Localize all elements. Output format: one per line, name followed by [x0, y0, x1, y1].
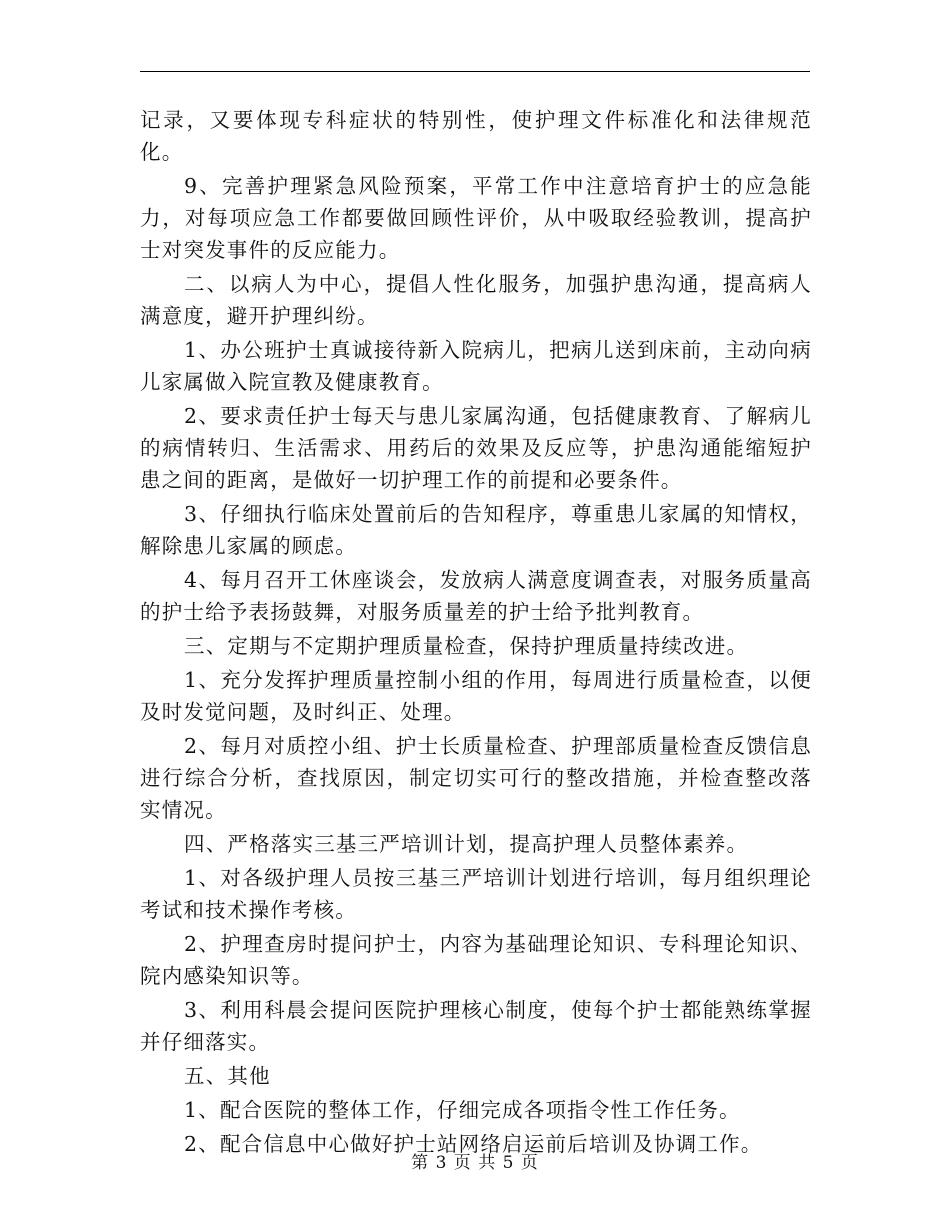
paragraph-1: 记录，又要体现专科症状的特别性，使护理文件标准化和法律规范化。 [140, 108, 812, 164]
page-number-footer: 第 3 页 共 5 页 [411, 1153, 539, 1173]
paragraph-13: 2、护理查房时提问护士，内容为基础理论知识、专科理论知识、院内感染知识等。 [140, 932, 812, 988]
paragraph-12: 1、对各级护理人员按三基三严培训计划进行培训，每月组织理论考试和技术操作考核。 [140, 866, 812, 922]
paragraph-9: 1、充分发挥护理质量控制小组的作用，每周进行质量检查，以便及时发觉问题，及时纠正、处理。 [140, 668, 812, 724]
paragraph-5: 2、要求责任护士每天与患儿家属沟通，包括健康教育、了解病儿的病情转归、生活需求、用药后的效果及反应等，护患沟通能缩短护患之间的距离，是做好一切护理工作的前提和必要条件。 [140, 404, 812, 492]
paragraph-10: 2、每月对质控小组、护士长质量检查、护理部质量检查反馈信息进行综合分析，查找原因，制定切实可行的整改措施，并检查整改落实情况。 [140, 734, 812, 822]
section-heading-3: 三、定期与不定期护理质量检查，保持护理质量持续改进。 [184, 634, 749, 658]
section-heading-4: 四、严格落实三基三严培训计划，提高护理人员整体素养。 [184, 832, 749, 856]
paragraph-4: 1、办公班护士真诚接待新入院病儿，把病儿送到床前，主动向病儿家属做入院宣教及健康教育。 [140, 338, 812, 394]
section-heading-5: 五、其他 [184, 1064, 271, 1088]
paragraph-17: 2、配合信息中心做好护士站网络启运前后培训及协调工作。 [184, 1132, 763, 1156]
paragraph-7: 4、每月召开工休座谈会，发放病人满意度调查表，对服务质量高的护士给予表扬鼓舞，对服务质量差的护士给予批判教育。 [140, 568, 812, 624]
paragraph-2: 9、完善护理紧急风险预案，平常工作中注意培育护士的应急能力，对每项应急工作都要做回顾性评价，从中吸取经验教训，提高护士对突发事件的反应能力。 [140, 174, 812, 262]
document-body [140, 104, 812, 1162]
section-heading-2: 二、以病人为中心，提倡人性化服务，加强护患沟通，提高病人满意度，避开护理纠纷。 [140, 272, 812, 328]
paragraph-6: 3、仔细执行临床处置前后的告知程序，尊重患儿家属的知情权，解除患儿家属的顾虑。 [140, 502, 812, 558]
paragraph-16: 1、配合医院的整体工作，仔细完成各项指令性工作任务。 [184, 1098, 741, 1122]
paragraph-14: 3、利用科晨会提问医院护理核心制度，使每个护士都能熟练掌握并仔细落实。 [140, 998, 812, 1054]
header-rule [140, 71, 810, 72]
